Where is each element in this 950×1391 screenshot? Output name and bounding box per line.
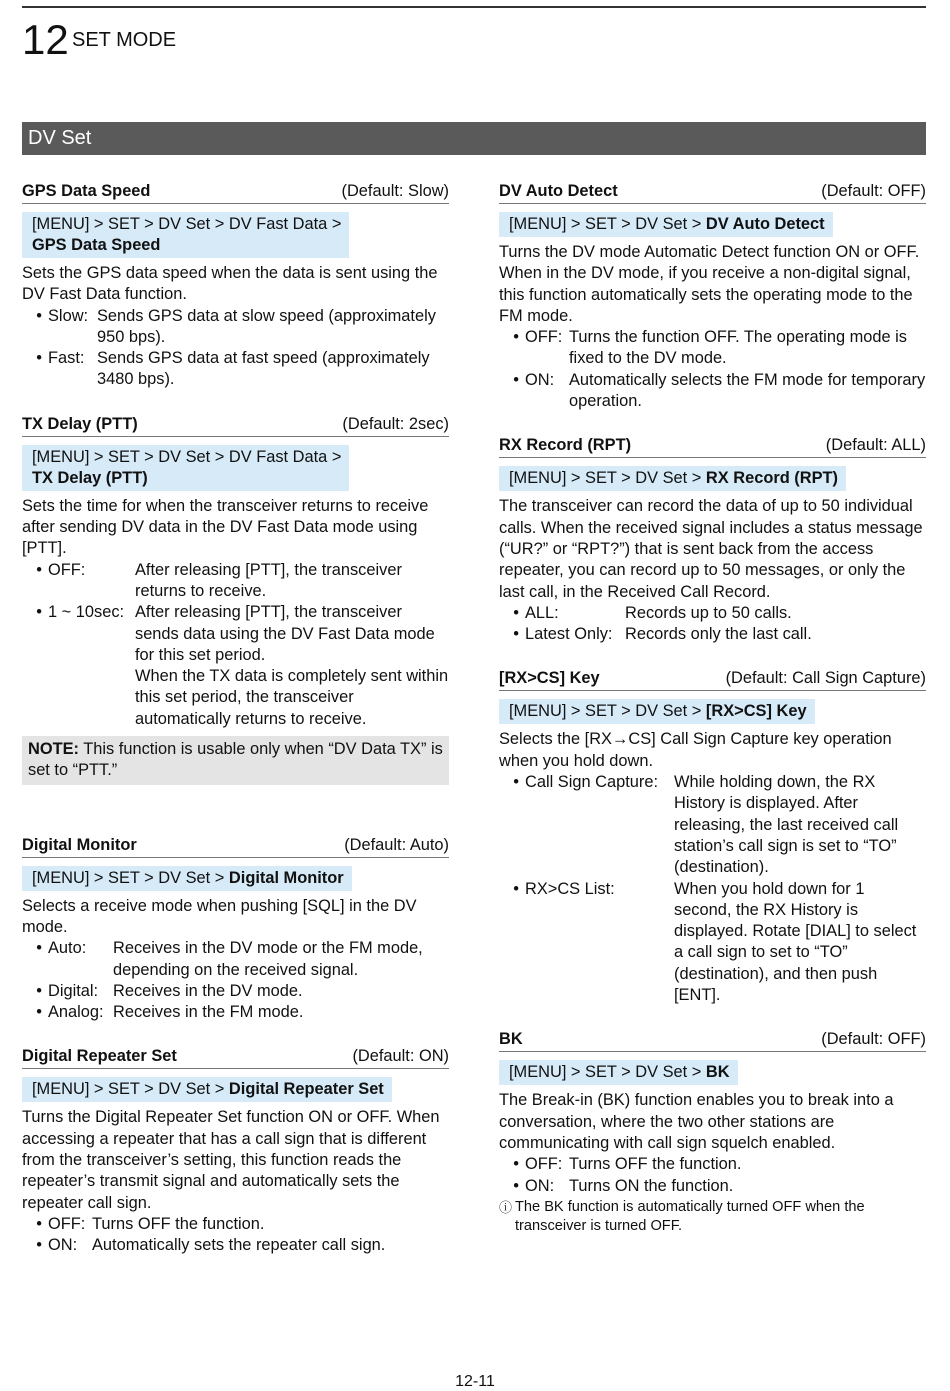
option-row: • ALL: Records up to 50 calls. — [499, 603, 926, 624]
option-row: • 1 ~ 10sec: After releasing [PTT], the transceiver sends data using the DV Fast Data mode for this set period. When the TX data is completely sent within this set period, the transceiver automatically returns to receive. — [22, 602, 449, 730]
option-row: • Digital: Receives in the DV mode. — [22, 981, 449, 1002]
option-label: ON: — [48, 1236, 78, 1255]
option-row: • Analog: Receives in the FM mode. — [22, 1002, 449, 1023]
digital-monitor-item — [22, 834, 449, 1024]
option-label: OFF: — [48, 1214, 86, 1233]
item-title: Digital Repeater Set — [22, 1047, 177, 1066]
option-desc: Automatically selects the FM mode for temporary operation. — [569, 370, 926, 411]
option-label: Digital: — [48, 981, 99, 1000]
menu-path — [22, 445, 349, 491]
option-row: • Auto: Receives in the DV mode or the FM mode, depending on the received signal. — [22, 938, 449, 981]
option-desc: After releasing [PTT], the transceiver sends data using the DV Fast Data mode for this set period. — [135, 603, 435, 664]
option-desc: Records up to 50 calls. — [625, 603, 792, 622]
option-desc: Receives in the FM mode. — [113, 1003, 304, 1022]
item-title: DV Auto Detect — [499, 182, 618, 200]
menu-path-prefix: [MENU] > SET > DV Set > — [509, 702, 702, 721]
item-description: The transceiver can record the data of up to 50 individual calls. When the received signal includes a status message (“UR?” or “RPT?”) that is sent back from the access repeater, you can record up to 50 messages, or only the last call, in the Received Call Record. — [499, 497, 923, 601]
chapter-title: SET MODE — [72, 29, 177, 51]
option-desc: Sends GPS data at slow speed (approximately 950 bps). — [97, 306, 436, 346]
option-desc: While holding down, the RX History is displayed. After releasing, the last received call station’s call sign is set to “TO” (destination). — [674, 773, 899, 877]
option-label: Fast: — [48, 349, 85, 368]
menu-path — [499, 699, 815, 724]
option-desc: Turns OFF the function. — [92, 1214, 265, 1233]
option-desc: Turns OFF the function. — [569, 1155, 742, 1174]
option-label: OFF: — [525, 328, 563, 347]
menu-path-prefix: [MENU] > SET > DV Set > DV Fast Data > — [32, 447, 342, 466]
option-row: • OFF: Turns the function OFF. The operating mode is fixed to the DV mode. — [499, 327, 926, 370]
option-label: 1 ~ 10sec: — [48, 603, 125, 622]
item-default: (Default: Call Sign Capture) — [725, 669, 926, 688]
item-default: (Default: 2sec) — [342, 414, 449, 433]
option-row: • OFF: Turns OFF the function. — [22, 1214, 449, 1235]
option-label: Latest Only: — [525, 625, 613, 644]
option-desc: Receives in the DV mode. — [113, 981, 303, 1000]
tx-delay-item — [22, 413, 449, 785]
left-column — [22, 180, 449, 1257]
option-desc: Receives in the DV mode or the FM mode, depending on the received signal. — [113, 939, 423, 979]
item-description: Turns the Digital Repeater Set function ON or OFF. When accessing a repeater that has a call sign that is different from the transceiver’s setting, this function reads the repeater’s transmit signal and automatically sets the repeater call sign. — [22, 1108, 440, 1212]
option-label: Analog: — [48, 1003, 104, 1022]
chapter-number: 12 — [22, 16, 69, 63]
top-rule — [22, 6, 926, 8]
menu-path — [22, 1077, 392, 1102]
item-description: Selects a receive mode when pushing [SQL] in the DV mode. — [22, 896, 417, 936]
option-label: OFF: — [525, 1155, 563, 1174]
option-row: • OFF: Turns OFF the function. — [499, 1154, 926, 1175]
option-row: • Call Sign Capture: While holding down, the RX History is displayed. After releasing, the last received call station’s call sign is set to “TO” (destination). — [499, 772, 926, 878]
menu-path-item: BK — [705, 1063, 730, 1082]
option-label: ON: — [525, 370, 555, 389]
rx-cs-key-item — [499, 667, 926, 1006]
menu-path-item: Digital Monitor — [228, 868, 344, 887]
menu-path-prefix: [MENU] > SET > DV Set > — [32, 868, 225, 887]
item-description: Sets the GPS data speed when the data is sent using the DV Fast Data function. — [22, 264, 438, 304]
option-desc: Turns the function OFF. The operating mode is fixed to the DV mode. — [569, 328, 907, 368]
item-heading — [22, 834, 449, 858]
menu-path-item: RX Record (RPT) — [705, 469, 838, 488]
item-description: The Break-in (BK) function enables you to break into a conversation, where the two other stations are communicating with call sign squelch enabled. — [499, 1091, 894, 1152]
menu-path — [499, 1060, 738, 1085]
option-desc: Sends GPS data at fast speed (approximately 3480 bps). — [97, 349, 430, 389]
item-default: (Default: OFF) — [821, 1030, 926, 1049]
info-note — [499, 1198, 926, 1237]
item-default: (Default: ALL) — [825, 436, 926, 455]
menu-path — [22, 212, 349, 258]
digital-repeater-set-item — [22, 1045, 449, 1256]
menu-path-item: [RX>CS] Key — [705, 702, 807, 721]
option-desc: Records only the last call. — [625, 625, 812, 644]
menu-path-item: TX Delay (PTT) — [32, 468, 148, 487]
option-label: OFF: — [48, 560, 86, 579]
menu-path — [22, 866, 352, 891]
info-text: The BK function is automatically turned OFF when the transceiver is turned OFF. — [515, 1198, 865, 1235]
option-row: • Slow: Sends GPS data at slow speed (approximately 950 bps). — [22, 306, 449, 349]
option-desc: Turns ON the function. — [569, 1176, 734, 1195]
item-default: (Default: OFF) — [821, 182, 926, 200]
option-label: RX>CS List: — [525, 879, 615, 898]
menu-path — [499, 212, 833, 237]
info-icon: ⓘ — [499, 1199, 513, 1215]
note-box — [22, 736, 449, 785]
item-title: [RX>CS] Key — [499, 669, 600, 688]
menu-path-prefix: [MENU] > SET > DV Set > DV Fast Data > — [32, 215, 342, 233]
menu-path — [499, 466, 846, 491]
note-text: This function is usable only when “DV Data TX” is set to “PTT.” — [28, 740, 443, 780]
section-header: DV Set — [22, 122, 926, 155]
item-heading — [499, 667, 926, 691]
menu-path-prefix: [MENU] > SET > DV Set > — [509, 1063, 702, 1082]
dv-auto-detect-item — [499, 180, 926, 412]
item-title: RX Record (RPT) — [499, 436, 632, 455]
option-row: • Fast: Sends GPS data at fast speed (approximately 3480 bps). — [22, 348, 449, 391]
option-desc: When you hold down for 1 second, the RX History is displayed. Rotate [DIAL] to select a call sign to set to “TO” (destination), and then push [ENT]. — [674, 879, 917, 1005]
item-title: BK — [499, 1030, 523, 1049]
item-title: Digital Monitor — [22, 835, 137, 854]
rx-record-item — [499, 434, 926, 645]
option-label: Slow: — [48, 306, 89, 325]
option-row: • Latest Only: Records only the last call. — [499, 624, 926, 645]
bk-item — [499, 1028, 926, 1236]
option-label: Call Sign Capture: — [525, 773, 659, 792]
item-default: (Default: Slow) — [341, 182, 449, 200]
item-title: TX Delay (PTT) — [22, 414, 138, 433]
right-column — [499, 180, 926, 1237]
item-description: Sets the time for when the transceiver returns to receive after sending DV data in the DV Fast Data mode using [PTT]. — [22, 496, 429, 558]
item-heading — [22, 180, 449, 204]
gps-data-speed-item — [22, 180, 449, 391]
option-row: • OFF: After releasing [PTT], the transceiver returns to receive. — [22, 560, 449, 603]
option-extra: When the TX data is completely sent within this set period, the transceiver automatically returns to receive. — [135, 667, 449, 728]
menu-path-prefix: [MENU] > SET > DV Set > — [509, 469, 702, 488]
menu-path-prefix: [MENU] > SET > DV Set > — [32, 1080, 225, 1099]
item-description: Turns the DV mode Automatic Detect function ON or OFF. When in the DV mode, if you receive a non-digital signal, this function automatically sets the operating mode to the FM mode. — [499, 243, 920, 325]
item-heading — [499, 180, 926, 204]
option-label: ALL: — [525, 603, 559, 622]
menu-path-item: DV Auto Detect — [705, 215, 825, 233]
item-heading — [22, 1045, 449, 1069]
item-title: GPS Data Speed — [22, 182, 151, 200]
option-desc: After releasing [PTT], the transceiver returns to receive. — [135, 560, 402, 600]
menu-path-prefix: [MENU] > SET > DV Set > — [509, 215, 702, 233]
menu-path-item: Digital Repeater Set — [228, 1080, 384, 1099]
option-row: • ON: Turns ON the function. — [499, 1176, 926, 1197]
option-row: • ON: Automatically selects the FM mode for temporary operation. — [499, 370, 926, 413]
item-heading — [22, 413, 449, 437]
page-number: 12-11 — [455, 1373, 495, 1390]
option-label: ON: — [525, 1176, 555, 1195]
menu-path-item: GPS Data Speed — [32, 236, 161, 254]
note-label: NOTE: — [28, 740, 79, 759]
option-row: • RX>CS List: When you hold down for 1 second, the RX History is displayed. Rotate [DIAL] to select a call sign to set to “TO” (destination), and then push [ENT]. — [499, 879, 926, 1007]
option-row: • ON: Automatically sets the repeater call sign. — [22, 1235, 449, 1256]
item-heading — [499, 434, 926, 458]
option-label: Auto: — [48, 939, 87, 958]
item-description: Selects the [RX→CS] Call Sign Capture key operation when you hold down. — [499, 730, 892, 770]
item-default: (Default: ON) — [352, 1047, 449, 1066]
option-desc: Automatically sets the repeater call sign. — [92, 1236, 386, 1255]
item-default: (Default: Auto) — [344, 835, 449, 854]
item-heading — [499, 1028, 926, 1052]
